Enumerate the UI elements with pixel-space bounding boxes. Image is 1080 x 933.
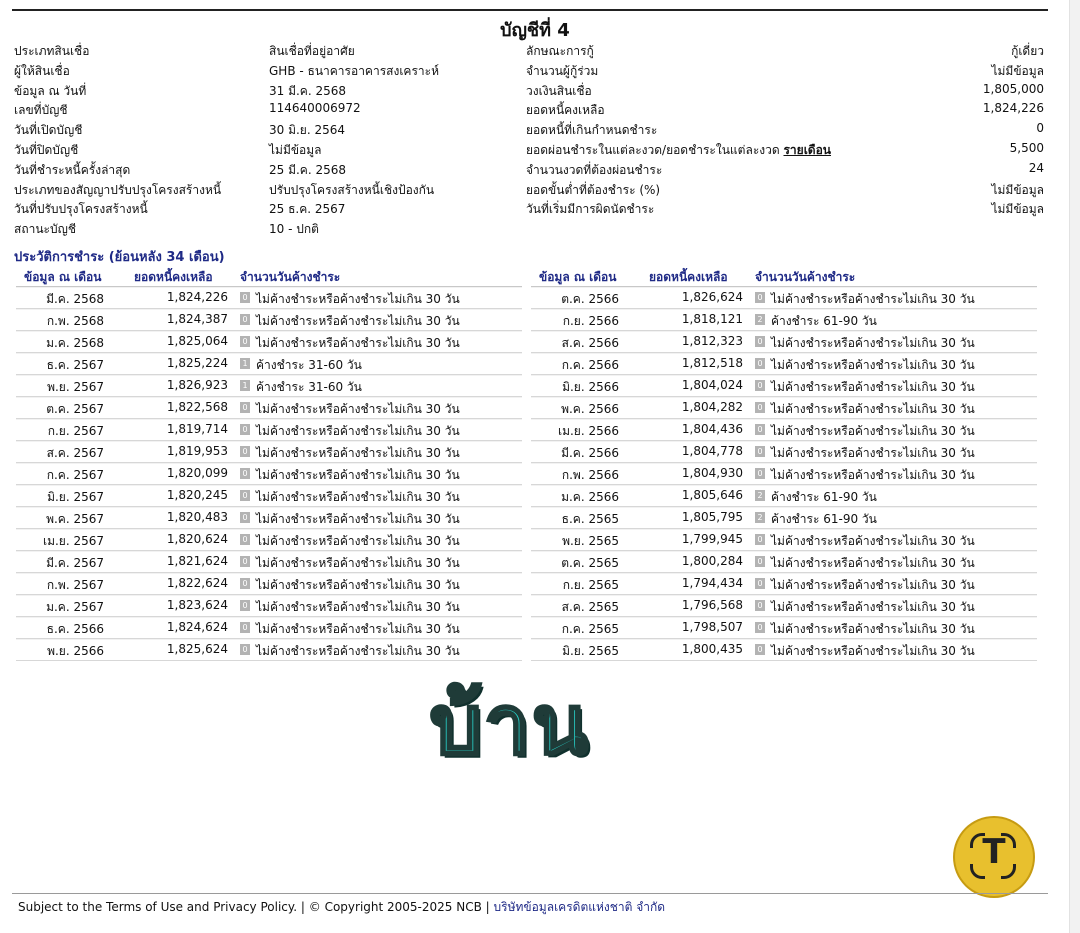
- translate-text-icon[interactable]: [955, 818, 1033, 896]
- info-row: [14, 179, 1044, 199]
- info-value: 5,500: [1009, 141, 1044, 155]
- row-balance: 1,804,282: [681, 400, 743, 414]
- row-balance: 1,804,436: [681, 422, 743, 436]
- row-balance: 1,820,624: [166, 532, 228, 546]
- top-rule: [12, 9, 1048, 11]
- row-balance: 1,820,099: [166, 466, 228, 480]
- row-status: ไม่ค้างชำระหรือค้างชำระไม่เกิน 30 วัน: [256, 314, 460, 328]
- info-value: 114640006972: [269, 101, 361, 116]
- row-month: ก.พ. 2566: [561, 468, 619, 482]
- footer-terms[interactable]: Subject to the Terms of Use and Privacy Policy. | © Copyright 2005-2025 NCB |: [18, 900, 490, 914]
- row-balance: 1,826,923: [166, 378, 228, 392]
- table-row: [16, 529, 522, 551]
- info-label: ข้อมูล ณ วันที่: [14, 83, 87, 98]
- info-label: ยอดหนี้คงเหลือ: [526, 103, 605, 118]
- row-balance: 1,819,714: [166, 422, 228, 436]
- delinquency-code: 0: [755, 292, 765, 303]
- account-title: บัญชีที่ 4: [500, 20, 570, 41]
- row-month: เม.ย. 2566: [557, 424, 619, 438]
- row-balance: 1,825,224: [166, 356, 228, 370]
- info-label: วันที่ปิดบัญชี: [14, 143, 79, 157]
- info-value: 1,824,226: [982, 101, 1044, 116]
- delinquency-code: 0: [755, 622, 765, 633]
- table-row: [16, 463, 522, 485]
- info-value: 0: [1036, 121, 1044, 136]
- row-status: ไม่ค้างชำระหรือค้างชำระไม่เกิน 30 วัน: [256, 512, 460, 526]
- row-status: ไม่ค้างชำระหรือค้างชำระไม่เกิน 30 วัน: [771, 402, 975, 416]
- table-row: [16, 309, 522, 331]
- row-month: ก.ย. 2566: [562, 314, 619, 328]
- info-row: [14, 60, 1044, 80]
- delinquency-code: 0: [755, 468, 765, 479]
- delinquency-code: 0: [240, 402, 250, 413]
- row-balance: 1,825,064: [166, 334, 228, 348]
- row-status: ไม่ค้างชำระหรือค้างชำระไม่เกิน 30 วัน: [256, 468, 460, 482]
- info-label-text: ยอดผ่อนชำระในแต่ละงวด/ยอดชำระในแต่ละงวด: [526, 143, 780, 157]
- row-balance: 1,812,323: [681, 334, 743, 348]
- row-status: ไม่ค้างชำระหรือค้างชำระไม่เกิน 30 วัน: [256, 622, 460, 636]
- row-status: ไม่ค้างชำระหรือค้างชำระไม่เกิน 30 วัน: [771, 446, 975, 460]
- delinquency-code: 0: [240, 644, 250, 655]
- info-row: [14, 198, 1044, 218]
- footer: [18, 898, 665, 917]
- row-month: ธ.ค. 2566: [46, 622, 104, 636]
- row-month: มี.ค. 2567: [46, 556, 104, 570]
- row-balance: 1,805,646: [681, 488, 743, 502]
- history-header: [531, 266, 1037, 287]
- row-month: มิ.ย. 2567: [47, 490, 104, 504]
- row-month: พ.ค. 2567: [46, 512, 104, 526]
- row-status: ค้างชำระ 31-60 วัน: [256, 358, 362, 372]
- row-balance: 1,821,624: [166, 554, 228, 568]
- table-row: [531, 397, 1037, 419]
- row-month: มี.ค. 2566: [561, 446, 619, 460]
- row-month: ก.ย. 2567: [47, 424, 104, 438]
- info-label: จำนวนผู้กู้ร่วม: [526, 63, 599, 78]
- row-balance: 1,812,518: [681, 356, 743, 370]
- delinquency-code: 0: [755, 424, 765, 435]
- row-status: ไม่ค้างชำระหรือค้างชำระไม่เกิน 30 วัน: [771, 600, 975, 614]
- info-label: ลักษณะการกู้: [526, 44, 594, 58]
- row-month: ก.ย. 2565: [562, 578, 619, 592]
- row-status: ไม่ค้างชำระหรือค้างชำระไม่เกิน 30 วัน: [771, 292, 975, 306]
- info-value: ไม่มีข้อมูล: [991, 63, 1044, 78]
- row-month: พ.ย. 2565: [562, 534, 619, 548]
- watermark-text: บ้าน: [429, 678, 591, 773]
- info-row: [14, 218, 1044, 238]
- row-balance: 1,819,953: [166, 444, 228, 458]
- row-status: ไม่ค้างชำระหรือค้างชำระไม่เกิน 30 วัน: [256, 534, 460, 548]
- header-days: จำนวนวันค้างชำระ: [755, 270, 856, 284]
- row-status: ไม่ค้างชำระหรือค้างชำระไม่เกิน 30 วัน: [771, 358, 975, 372]
- row-month: พ.ค. 2566: [561, 402, 619, 416]
- delinquency-code: 0: [755, 644, 765, 655]
- row-balance: 1,824,624: [166, 620, 228, 634]
- row-month: ต.ค. 2567: [46, 402, 104, 416]
- table-row: [16, 331, 522, 353]
- row-status: ไม่ค้างชำระหรือค้างชำระไม่เกิน 30 วัน: [256, 402, 460, 416]
- row-balance: 1,820,483: [166, 510, 228, 524]
- row-month: มิ.ย. 2566: [562, 380, 619, 394]
- delinquency-code: 0: [755, 358, 765, 369]
- row-status: ไม่ค้างชำระหรือค้างชำระไม่เกิน 30 วัน: [256, 556, 460, 570]
- row-balance: 1,798,507: [681, 620, 743, 634]
- info-value: 31 มี.ค. 2568: [269, 83, 347, 98]
- table-row: [16, 419, 522, 441]
- delinquency-code: 1: [240, 380, 250, 391]
- info-label: ยอดหนี้ที่เกินกำหนดชำระ: [526, 123, 658, 138]
- table-row: [531, 485, 1037, 507]
- info-row: [14, 139, 1044, 159]
- row-month: ก.พ. 2567: [46, 578, 104, 592]
- info-label: ยอดขั้นต่ำที่ต้องชำระ (%): [526, 182, 661, 197]
- row-month: ส.ค. 2565: [561, 600, 619, 614]
- table-row: [531, 639, 1037, 661]
- info-row: [14, 80, 1044, 100]
- info-label: วันที่ปรับปรุงโครงสร้างหนี้: [14, 202, 148, 217]
- delinquency-code: 2: [755, 490, 765, 501]
- footer-rule: [12, 893, 1048, 894]
- history-header: [16, 266, 522, 287]
- row-month: ธ.ค. 2565: [561, 512, 619, 526]
- row-month: ก.พ. 2568: [46, 314, 104, 328]
- table-row: [16, 353, 522, 375]
- delinquency-code: 2: [755, 512, 765, 523]
- table-row: [531, 551, 1037, 573]
- row-balance: 1,820,245: [166, 488, 228, 502]
- row-balance: 1,805,795: [681, 510, 743, 524]
- info-value: GHB - ธนาคารอาคารสงเคราะห์: [269, 63, 439, 78]
- info-label: [526, 141, 831, 160]
- delinquency-code: 0: [755, 380, 765, 391]
- header-month: ข้อมูล ณ เดือน: [24, 270, 102, 284]
- delinquency-code: 0: [240, 556, 250, 567]
- row-status: ค้างชำระ 61-90 วัน: [771, 490, 877, 504]
- info-value: สินเชื่อที่อยู่อาศัย: [269, 44, 355, 58]
- row-status: ไม่ค้างชำระหรือค้างชำระไม่เกิน 30 วัน: [256, 424, 460, 438]
- delinquency-code: 0: [240, 292, 250, 303]
- table-row: [531, 375, 1037, 397]
- table-row: [531, 463, 1037, 485]
- table-row: [16, 485, 522, 507]
- table-row: [16, 287, 522, 309]
- history-table-left: [16, 266, 522, 661]
- row-month: ม.ค. 2566: [561, 490, 619, 504]
- row-balance: 1,822,624: [166, 576, 228, 590]
- info-label: เลขที่บัญชี: [14, 103, 68, 118]
- footer-org-link[interactable]: บริษัทข้อมูลเครดิตแห่งชาติ จำกัด: [493, 900, 666, 914]
- info-row: [14, 40, 1044, 60]
- info-value: 1,805,000: [982, 81, 1044, 96]
- table-row: [16, 375, 522, 397]
- row-month: ก.ค. 2567: [46, 468, 104, 482]
- row-balance: 1,823,624: [166, 598, 228, 612]
- row-balance: 1,824,226: [166, 290, 228, 304]
- table-row: [531, 595, 1037, 617]
- delinquency-code: 0: [755, 534, 765, 545]
- delinquency-code: 0: [240, 314, 250, 325]
- info-value: 25 มี.ค. 2568: [269, 162, 347, 177]
- row-month: ต.ค. 2565: [561, 556, 619, 570]
- delinquency-code: 0: [240, 336, 250, 347]
- row-status: ค้างชำระ 61-90 วัน: [771, 314, 877, 328]
- history-table-right: [531, 266, 1037, 661]
- info-row: [14, 159, 1044, 179]
- row-balance: 1,818,121: [681, 312, 743, 326]
- row-status: ค้างชำระ 61-90 วัน: [771, 512, 877, 526]
- row-month: พ.ย. 2566: [47, 644, 104, 658]
- row-status: ไม่ค้างชำระหรือค้างชำระไม่เกิน 30 วัน: [256, 446, 460, 460]
- row-status: ไม่ค้างชำระหรือค้างชำระไม่เกิน 30 วัน: [256, 600, 460, 614]
- info-label: ผู้ให้สินเชื่อ: [14, 63, 70, 78]
- delinquency-code: 0: [240, 600, 250, 611]
- row-status: ไม่ค้างชำระหรือค้างชำระไม่เกิน 30 วัน: [256, 578, 460, 592]
- row-status: ไม่ค้างชำระหรือค้างชำระไม่เกิน 30 วัน: [771, 468, 975, 482]
- table-row: [16, 639, 522, 661]
- row-balance: 1,825,624: [166, 642, 228, 656]
- info-label: วันที่เริ่มมีการผิดนัดชำระ: [526, 202, 655, 217]
- row-balance: 1,800,435: [681, 642, 743, 656]
- info-value: 30 มิ.ย. 2564: [269, 123, 346, 138]
- row-month: ธ.ค. 2567: [46, 358, 104, 372]
- table-row: [531, 309, 1037, 331]
- info-value: กู้เดี่ยว: [1011, 44, 1044, 58]
- table-row: [531, 441, 1037, 463]
- row-month: ม.ค. 2568: [46, 336, 104, 350]
- info-label: วันที่ชำระหนี้ครั้งล่าสุด: [14, 162, 131, 177]
- delinquency-code: 0: [240, 424, 250, 435]
- history-title: ประวัติการชำระ (ย้อนหลัง 34 เดือน): [14, 250, 225, 265]
- row-status: ไม่ค้างชำระหรือค้างชำระไม่เกิน 30 วัน: [256, 336, 460, 350]
- row-status: ไม่ค้างชำระหรือค้างชำระไม่เกิน 30 วัน: [771, 424, 975, 438]
- info-label: วันที่เปิดบัญชี: [14, 123, 83, 138]
- table-row: [531, 287, 1037, 309]
- row-balance: 1,826,624: [681, 290, 743, 304]
- table-row: [531, 529, 1037, 551]
- delinquency-code: 0: [755, 600, 765, 611]
- row-status: ไม่ค้างชำระหรือค้างชำระไม่เกิน 30 วัน: [256, 292, 460, 306]
- delinquency-code: 2: [755, 314, 765, 325]
- info-row: [14, 99, 1044, 119]
- row-status: ไม่ค้างชำระหรือค้างชำระไม่เกิน 30 วัน: [256, 490, 460, 504]
- row-month: เม.ย. 2567: [42, 534, 104, 548]
- delinquency-code: 0: [240, 512, 250, 523]
- delinquency-code: 0: [240, 622, 250, 633]
- delinquency-code: 1: [240, 358, 250, 369]
- table-row: [16, 507, 522, 529]
- info-value: ปรับปรุงโครงสร้างหนี้เชิงป้องกัน: [269, 182, 435, 197]
- row-balance: 1,804,778: [681, 444, 743, 458]
- info-label: ประเภทของสัญญาปรับปรุงโครงสร้างหนี้: [14, 182, 222, 197]
- row-status: ไม่ค้างชำระหรือค้างชำระไม่เกิน 30 วัน: [771, 336, 975, 350]
- header-balance: ยอดหนี้คงเหลือ: [649, 270, 728, 284]
- row-balance: 1,796,568: [681, 598, 743, 612]
- delinquency-code: 0: [755, 336, 765, 347]
- row-status: ไม่ค้างชำระหรือค้างชำระไม่เกิน 30 วัน: [771, 578, 975, 592]
- header-month: ข้อมูล ณ เดือน: [539, 270, 617, 284]
- delinquency-code: 0: [755, 446, 765, 457]
- info-value: 24: [1028, 160, 1044, 175]
- payment-frequency: รายเดือน: [783, 143, 832, 157]
- table-row: [16, 397, 522, 419]
- info-row: [14, 119, 1044, 139]
- delinquency-code: 0: [240, 578, 250, 589]
- delinquency-code: 0: [240, 446, 250, 457]
- header-days: จำนวนวันค้างชำระ: [240, 270, 341, 284]
- delinquency-code: 0: [240, 468, 250, 479]
- table-row: [16, 595, 522, 617]
- row-month: ส.ค. 2566: [561, 336, 619, 350]
- delinquency-code: 0: [240, 534, 250, 545]
- table-row: [531, 573, 1037, 595]
- badge-letter: T: [982, 832, 1006, 872]
- table-row: [531, 419, 1037, 441]
- row-status: ไม่ค้างชำระหรือค้างชำระไม่เกิน 30 วัน: [771, 534, 975, 548]
- info-value: ไม่มีข้อมูล: [269, 143, 322, 157]
- table-row: [531, 331, 1037, 353]
- info-value: 25 ธ.ค. 2567: [269, 202, 346, 217]
- table-row: [531, 507, 1037, 529]
- delinquency-code: 0: [240, 490, 250, 501]
- row-status: ไม่ค้างชำระหรือค้างชำระไม่เกิน 30 วัน: [771, 380, 975, 394]
- info-label: ประเภทสินเชื่อ: [14, 44, 90, 58]
- info-value: ไม่มีข้อมูล: [991, 202, 1044, 217]
- row-balance: 1,824,387: [166, 312, 228, 326]
- row-month: ก.ค. 2566: [561, 358, 619, 372]
- row-month: พ.ย. 2567: [47, 380, 104, 394]
- info-value: ไม่มีข้อมูล: [991, 182, 1044, 197]
- header-balance: ยอดหนี้คงเหลือ: [134, 270, 213, 284]
- row-month: ม.ค. 2567: [46, 600, 104, 614]
- row-status: ไม่ค้างชำระหรือค้างชำระไม่เกิน 30 วัน: [256, 644, 460, 658]
- delinquency-code: 0: [755, 578, 765, 589]
- info-label: วงเงินสินเชื่อ: [526, 83, 592, 98]
- row-month: ก.ค. 2565: [561, 622, 619, 636]
- table-row: [531, 353, 1037, 375]
- delinquency-code: 0: [755, 556, 765, 567]
- row-status: ค้างชำระ 31-60 วัน: [256, 380, 362, 394]
- row-month: ต.ค. 2566: [561, 292, 619, 306]
- row-status: ไม่ค้างชำระหรือค้างชำระไม่เกิน 30 วัน: [771, 556, 975, 570]
- table-row: [16, 573, 522, 595]
- table-row: [16, 617, 522, 639]
- table-row: [16, 551, 522, 573]
- delinquency-code: 0: [755, 402, 765, 413]
- row-month: มี.ค. 2568: [46, 292, 104, 306]
- row-status: ไม่ค้างชำระหรือค้างชำระไม่เกิน 30 วัน: [771, 622, 975, 636]
- row-balance: 1,804,930: [681, 466, 743, 480]
- info-label: จำนวนงวดที่ต้องผ่อนชำระ: [526, 162, 663, 177]
- row-month: มิ.ย. 2565: [562, 644, 619, 658]
- row-balance: 1,800,284: [681, 554, 743, 568]
- row-balance: 1,799,945: [681, 532, 743, 546]
- table-row: [16, 441, 522, 463]
- row-status: ไม่ค้างชำระหรือค้างชำระไม่เกิน 30 วัน: [771, 644, 975, 658]
- info-value: 10 - ปกติ: [269, 222, 319, 237]
- row-balance: 1,822,568: [166, 400, 228, 414]
- scrollbar[interactable]: [1069, 0, 1080, 933]
- row-month: ส.ค. 2567: [46, 446, 104, 460]
- table-row: [531, 617, 1037, 639]
- row-balance: 1,804,024: [681, 378, 743, 392]
- info-label: สถานะบัญชี: [14, 222, 76, 237]
- row-balance: 1,794,434: [681, 576, 743, 590]
